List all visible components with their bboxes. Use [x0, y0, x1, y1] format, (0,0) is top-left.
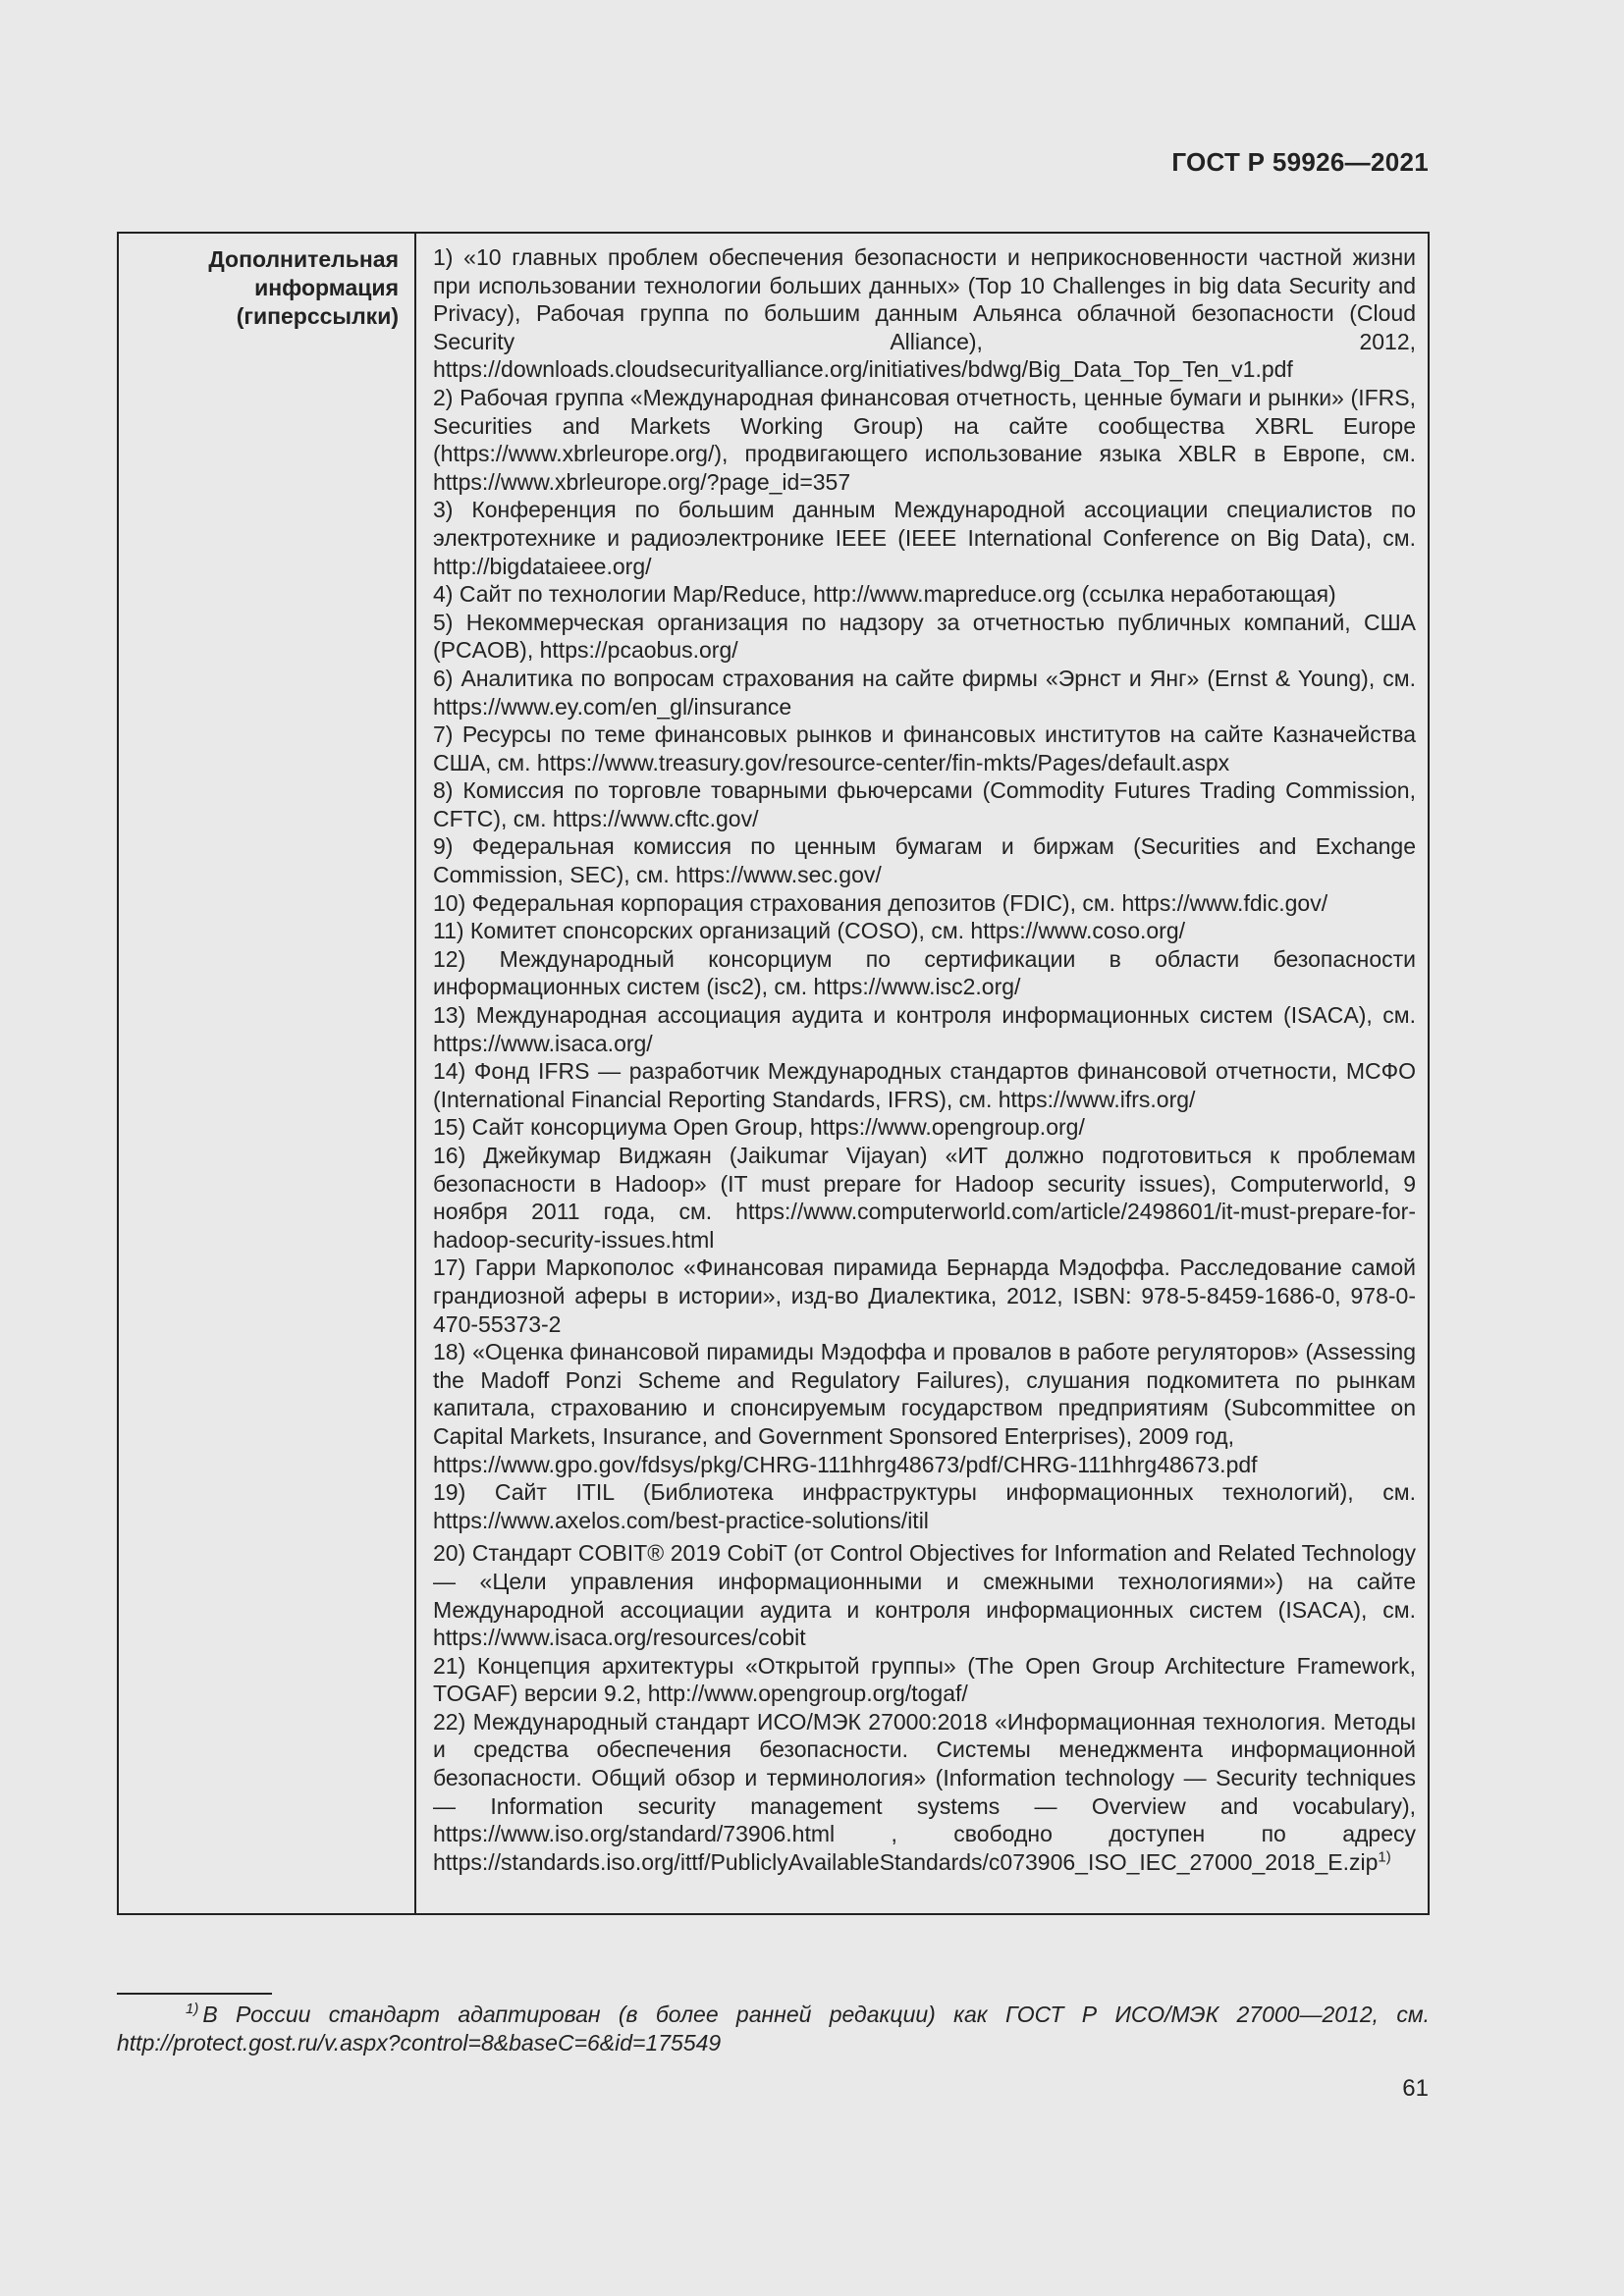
- reference-item: 7) Ресурсы по теме финансовых рынков и финансовых институтов на сайте Казначейства США, см. https://www.treasury.gov/resource-center/fin-mkts/Pages/default.aspx: [433, 721, 1416, 775]
- reference-item: 12) Международный консорциум по сертификации в области безопасности информационных систем (isc2), см. https://www.isc2.org/: [433, 945, 1416, 1000]
- reference-item: 20) Стандарт COBIT® 2019 CobiT (от Control Objectives for Information and Related Technology — «Цели управления информационными и смежными технологиями») на сайте Международной ассоциации аудита и контроля информационных систем (ISACA), см. https://www.isaca.org/resources/cobit: [433, 1540, 1416, 1651]
- label-column: [119, 234, 416, 1913]
- reference-item: 9) Федеральная комиссия по ценным бумагам и биржам (Securities and Exchange Commission, SEC), см. https://www.sec.gov/: [433, 833, 1416, 888]
- reference-item: 10) Федеральная корпорация страхования депозитов (FDIC), см. https://www.fdic.gov/: [433, 889, 1328, 916]
- reference-item: 16) Джейкумар Виджаян (Jaikumar Vijayan) «ИТ должно подготовиться к проблемам безопасности в Hadoop» (IT must prepare for Hadoop security issues), Computerworld, 9 ноября 2011 года, см. https://www.computerworld.com/article/2498601/it-must-prepare-for-hadoop-security-issues.html: [433, 1143, 1416, 1253]
- reference-item: https://www.gpo.gov/fdsys/pkg/CHRG-111hhrg48673/pdf/CHRG-111hhrg48673.pdf: [433, 1451, 1258, 1477]
- reference-item: 11) Комитет спонсорских организаций (COSO), см. https://www.coso.org/: [433, 918, 1186, 944]
- reference-item: 8) Комиссия по торговле товарными фьючерсами (Commodity Futures Trading Commission, CFTC), см. https://www.cftc.gov/: [433, 777, 1416, 831]
- footnote-separator: [117, 1993, 272, 1995]
- reference-item: 1) «10 главных проблем обеспечения безопасности и неприкосновенности частной жизни при использовании технологии больших данных» (Top 10 Challenges in big data Security and Privacy), Рабочая группа по большим данным Альянса облачной безопасности (Cloud Security Alliance), 2012, https://downloads.cloudsecurityalliance.org/initiatives/bdwg/Big_Data_Top_Ten_v1.pdf: [433, 244, 1416, 383]
- reference-item: 21) Концепция архитектуры «Открытой группы» (The Open Group Architecture Framework, TOGAF) версии 9.2, http://www.opengroup.org/togaf/: [433, 1652, 1416, 1707]
- page-number: 61: [1402, 2075, 1429, 2102]
- reference-item: 14) Фонд IFRS — разработчик Международных стандартов финансовой отчетности, МСФО (International Financial Reporting Standards, IFRS), см. https://www.ifrs.org/: [433, 1058, 1416, 1112]
- footnote-reference-mark: 1): [1378, 1848, 1391, 1866]
- reference-group-1: [433, 243, 1416, 1534]
- reference-item: 18) «Оценка финансовой пирамиды Мэдоффа и провалов в работе регуляторов» (Assessing the Madoff Ponzi Scheme and Regulatory Failures), слушания подкомитета по рынкам капитала, страхованию и спонсируемым государством предприятиям (Subcommittee on Capital Markets, Insurance, and Government Sponsored Enterprises), 2009 год,: [433, 1339, 1416, 1449]
- row-label: Дополнительная информация (гиперссылки): [208, 246, 399, 329]
- reference-item: 5) Некоммерческая организация по надзору за отчетностью публичных компаний, США (PCAOB), https://pcaobus.org/: [433, 609, 1416, 664]
- reference-item: 4) Сайт по технологии Map/Reduce, http://www.mapreduce.org (ссылка неработающая): [433, 581, 1336, 608]
- footnote-mark: 1): [186, 2001, 199, 2018]
- standard-number-header: ГОСТ Р 59926—2021: [1171, 147, 1429, 177]
- reference-item: 6) Аналитика по вопросам страхования на сайте фирмы «Эрнст и Янг» (Ernst & Young), см. https://www.ey.com/en_gl/insurance: [433, 665, 1416, 720]
- reference-item: 3) Конференция по большим данным Международной ассоциации специалистов по электротехнике и радиоэлектронике IEEE (IEEE International Conference on Big Data), см. http://bigdataieee.org/: [433, 497, 1416, 579]
- reference-item: 19) Сайт ITIL (Библиотека инфраструктуры информационных технологий), см. https://www.axelos.com/best-practice-solutions/itil: [433, 1479, 1416, 1533]
- hyperlinks-list: [433, 243, 1416, 1876]
- footnote: [117, 2001, 1430, 2057]
- reference-item: 17) Гарри Маркополос «Финансовая пирамида Бернарда Мэдоффа. Расследование самой грандиозной аферы в истории», изд-во Диалектика, 2012, ISBN: 978-5-8459-1686-0, 978-0-470-55373-2: [433, 1255, 1416, 1337]
- footnote-text: В России стандарт адаптирован (в более ранней редакции) как ГОСТ Р ИСО/МЭК 27000—2012, см. http://protect.gost.ru/v.aspx?control=8&baseC=6&id=175549: [117, 2002, 1430, 2056]
- reference-item: 15) Сайт консорциума Open Group, https://www.opengroup.org/: [433, 1114, 1085, 1141]
- reference-item: 2) Рабочая группа «Международная финансовая отчетность, ценные бумаги и рынки» (IFRS, Securities and Markets Working Group) на сайте сообщества XBRL Europe (https://www.xbrleurope.org/), продвигающего использование языка XBLR в Европе, см. https://www.xbrleurope.org/?page_id=357: [433, 384, 1416, 495]
- reference-item-22: [433, 1708, 1416, 1877]
- hyperlinks-table: [117, 232, 1430, 1915]
- reference-item: 13) Международная ассоциация аудита и контроля информационных систем (ISACA), см. https://www.isaca.org/: [433, 1002, 1416, 1056]
- reference-group-2: [433, 1539, 1416, 1708]
- reference-item-22-text: 22) Международный стандарт ИСО/МЭК 27000:2018 «Информационная технология. Методы и средства обеспечения безопасности. Системы менеджмента информационной безопасности. Общий обзор и терминология» (Information technology — Security techniques — Information security management systems — Overview and vocabulary), https://www.iso.org/standard/73906.html , свободно доступен по адресу https://standards.iso.org/ittf/PubliclyAvailableStandards/c073906_ISO_IEC_27000_2018_E.zip: [433, 1708, 1416, 1875]
